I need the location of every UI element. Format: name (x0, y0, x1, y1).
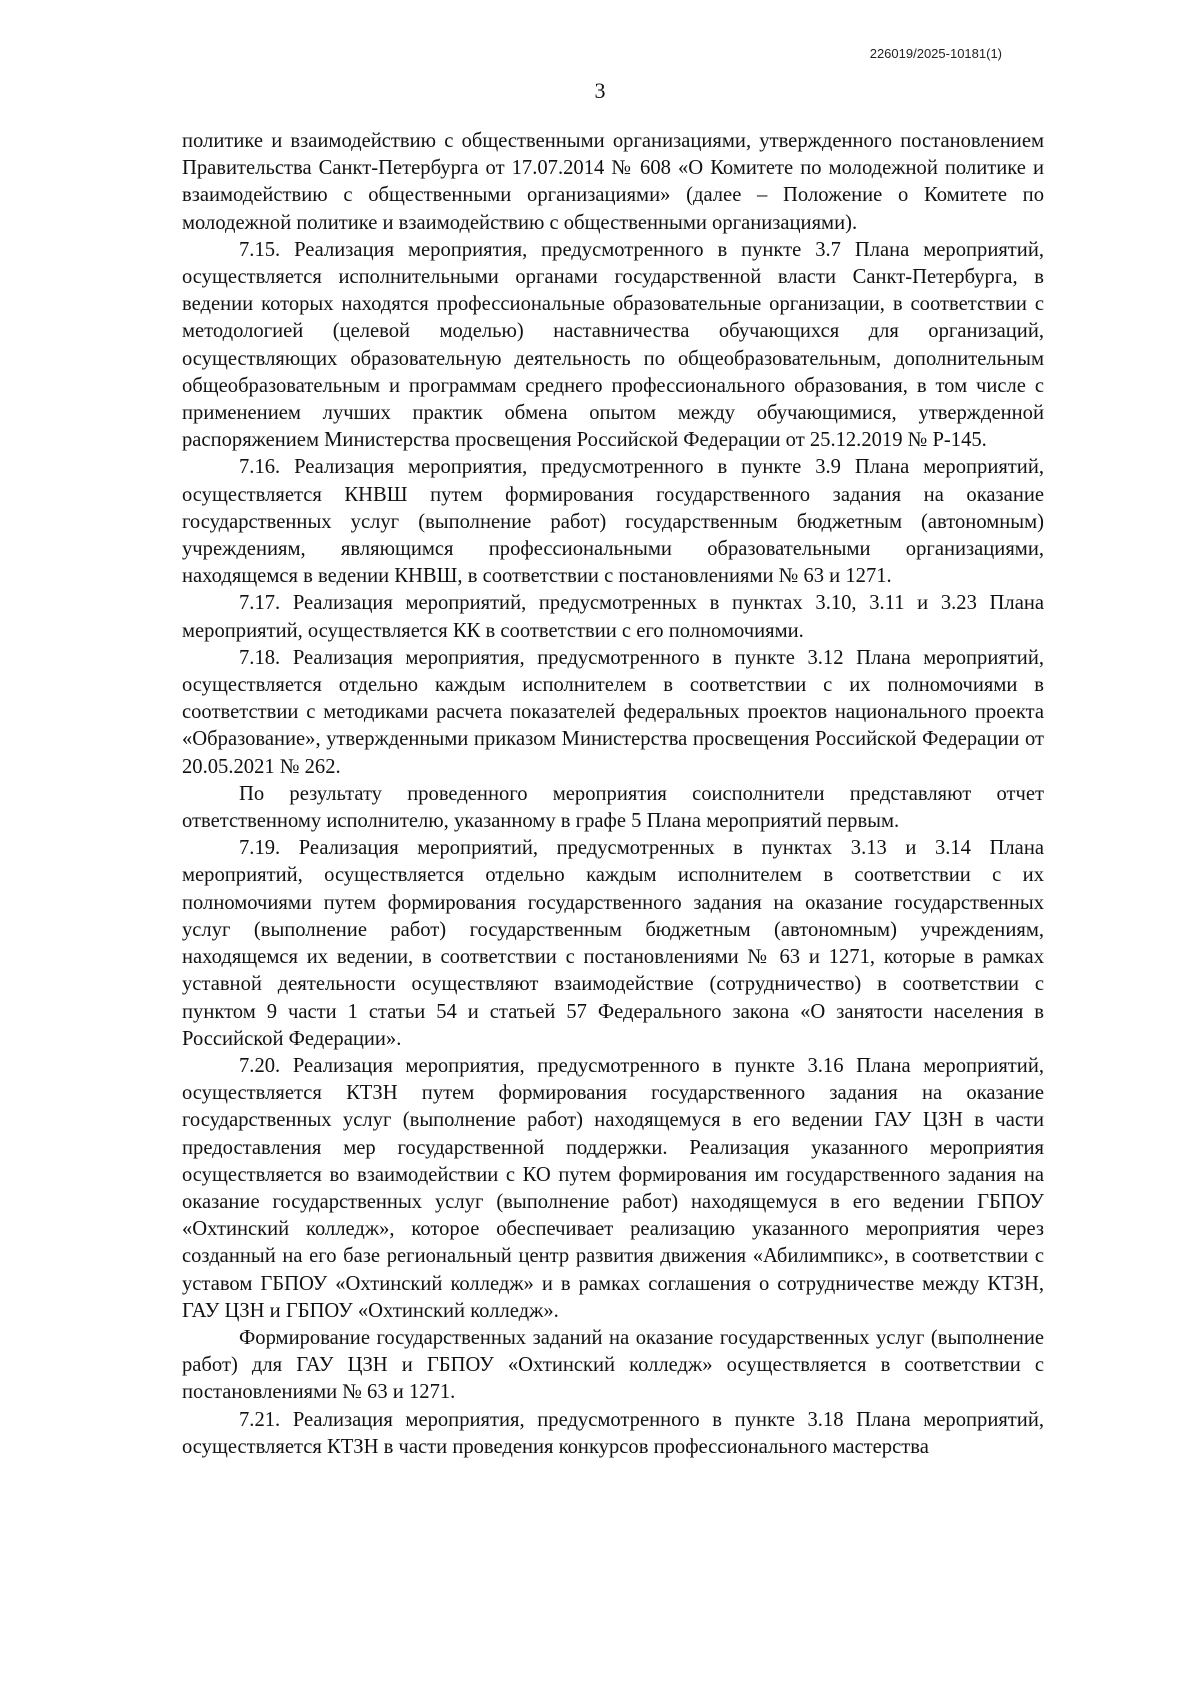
paragraph-7-15: 7.15. Реализация мероприятия, предусмотренного в пункте 3.7 Плана мероприятий, осуществляется исполнительными органами государственной власти Санкт-Петербурга, в ведении которых находятся профессиональные образовательные организации, в соответствии с методологией (целевой моделью) наставничества обучающихся для организаций, осуществляющих образовательную деятельность по общеобразовательным, дополнительным общеобразовательным и программам среднего профессионального образования, в том числе с применением лучших практик обмена опытом между обучающимися, утвержденной распоряжением Министерства просвещения Российской Федерации от 25.12.2019 № Р-145. (182, 238, 1044, 452)
paragraph-7-21: 7.21. Реализация мероприятия, предусмотренного в пункте 3.18 Плана мероприятий, осуществляется КТЗН в части проведения конкурсов профессионального мастерства (182, 1408, 1044, 1458)
paragraph-continuation: политике и взаимодействию с общественными организациями, утвержденного постановлением Правительства Санкт-Петербурга от 17.07.2014 № 608 «О Комитете по молодежной политике и взаимодействию с общественными организациями» (далее – Положение о Комитете по молодежной политике и взаимодействию с общественными организациями). (182, 130, 1044, 234)
paragraph-7-16: 7.16. Реализация мероприятия, предусмотренного в пункте 3.9 Плана мероприятий, осуществляется КНВШ путем формирования государственного задания на оказание государственных услуг (выполнение работ) государственным бюджетным (автономным) учреждениям, являющимся профессиональными образовательными организациями, находящемся в ведении КНВШ, в соответствии с постановлениями № 63 и 1271. (182, 456, 1044, 588)
document-body (182, 128, 1044, 1461)
page-number: 3 (594, 78, 606, 103)
paragraph-7-20: 7.20. Реализация мероприятия, предусмотренного в пункте 3.16 Плана мероприятий, осуществляется КТЗН путем формирования государственного задания на оказание государственных услуг (выполнение работ) находящемуся в его ведении ГАУ ЦЗН в части предоставления мер государственной поддержки. Реализация указанного мероприятия осуществляется во взаимодействии с КО путем формирования им государственного задания на оказание государственных услуг (выполнение работ) находящемуся в его ведении ГБПОУ «Охтинский колледж», которое обеспечивает реализацию указанного мероприятия через созданный на его базе региональный центр развития движения «Абилимпикс», в соответствии с уставом ГБПОУ «Охтинский колледж» и в рамках соглашения о сотрудничестве между КТЗН, ГАУ ЦЗН и ГБПОУ «Охтинский колледж». (182, 1054, 1044, 1322)
document-registration-number: 226019/2025-10181(1) (869, 46, 1002, 61)
paragraph-7-17: 7.17. Реализация мероприятий, предусмотренных в пунктах 3.10, 3.11 и 3.23 Плана мероприятий, осуществляется КК в соответствии с его полномочиями. (182, 592, 1044, 642)
paragraph-7-20-state-tasks: Формирование государственных заданий на оказание государственных услуг (выполнение работ) для ГАУ ЦЗН и ГБПОУ «Охтинский колледж» осуществляется в соответствии с постановлениями № 63 и 1271. (182, 1326, 1044, 1404)
paragraph-7-18: 7.18. Реализация мероприятия, предусмотренного в пункте 3.12 Плана мероприятий, осуществляется отдельно каждым исполнителем в соответствии с их полномочиями в соответствии с методиками расчета показателей федеральных проектов национального проекта «Образование», утвержденными приказом Министерства просвещения Российской Федерации от 20.05.2021 № 262. (182, 646, 1044, 778)
paragraph-7-19: 7.19. Реализация мероприятий, предусмотренных в пунктах 3.13 и 3.14 Плана мероприятий, осуществляется отдельно каждым исполнителем в соответствии с их полномочиями путем формирования государственного задания на оказание государственных услуг (выполнение работ) государственным бюджетным (автономным) учреждениям, находящемся их ведении, в соответствии с постановлениями № 63 и 1271, которые в рамках уставной деятельности осуществляют взаимодействие (сотрудничество) в соответствии с пунктом 9 части 1 статьи 54 и статьей 57 Федерального закона «О занятости населения в Российской Федерации». (182, 837, 1044, 1050)
paragraph-7-18-report: По результату проведенного мероприятия соисполнители представляют отчет ответственному исполнителю, указанному в графе 5 Плана мероприятий первым. (182, 782, 1044, 833)
